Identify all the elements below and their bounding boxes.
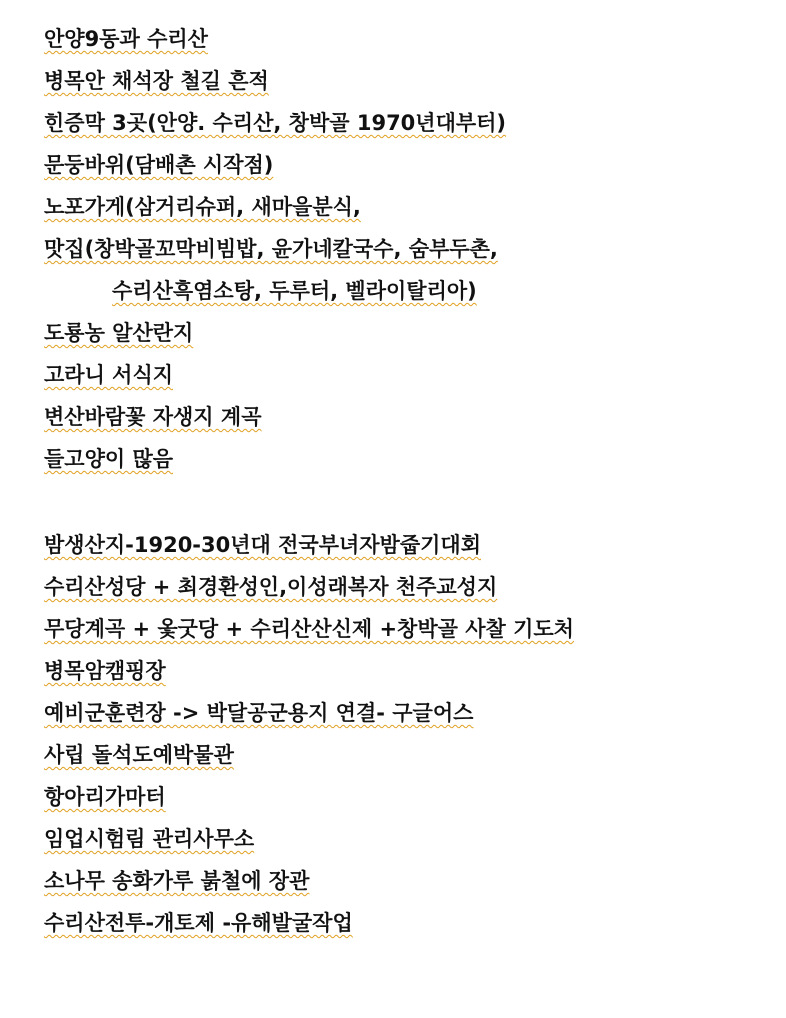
text-line-indented: 수리산흑염소탕, 두루터, 벨라이탈리아) <box>112 279 477 303</box>
text-line: 소나무 송화가루 붉철에 장관 <box>44 869 310 893</box>
text-line: 맛집(창박골꼬막비빔밥, 윤가네칼국수, 숨부두촌, <box>44 237 498 261</box>
text-line: 수리산성당 + 최경환성인,이성래복자 천주교성지 <box>44 575 498 599</box>
text-line: 항아리가마터 <box>44 785 166 809</box>
text-line: 임업시험림 관리사무소 <box>44 827 255 851</box>
text-line: 문둥바위(담배촌 시작점) <box>44 153 274 177</box>
text-line: 변산바람꽃 자생지 계곡 <box>44 405 262 429</box>
text-line: 병목암캠핑장 <box>44 659 166 683</box>
text-line: 수리산전투-개토제 -유해발굴작업 <box>44 911 353 935</box>
text-line: 예비군훈련장 -> 박달공군용지 연결- 구글어스 <box>44 701 474 725</box>
text-line: 도룡농 알산란지 <box>44 321 194 345</box>
text-line: 고라니 서식지 <box>44 363 174 387</box>
text-line: 사립 돌석도예박물관 <box>44 743 234 767</box>
text-line: 힌증막 3곳(안양. 수리산, 창박골 1970년대부터) <box>44 111 507 135</box>
text-line: 노포가게(삼거리슈퍼, 새마을분식, <box>44 195 361 219</box>
text-line: 안양9동과 수리산 <box>44 27 208 51</box>
text-line: 병목안 채석장 철길 흔적 <box>44 69 269 93</box>
text-line: 무당계곡 + 옻굿당 + 수리산산신제 +창박골 사찰 기도처 <box>44 617 574 641</box>
text-line: 들고양이 많음 <box>44 447 174 471</box>
text-line: 밤생산지-1920-30년대 전국부녀자밤줍기대회 <box>44 533 481 557</box>
